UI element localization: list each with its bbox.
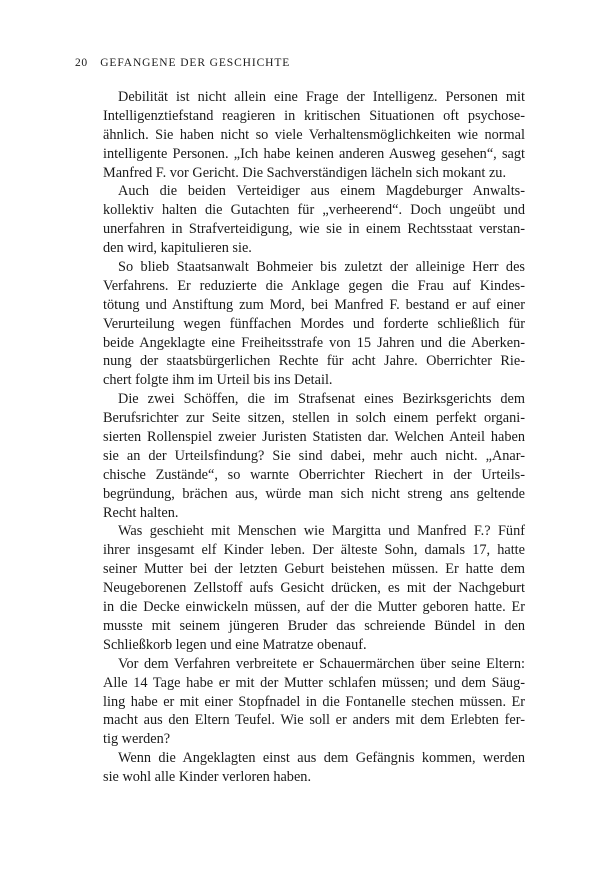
text-line: ähnlich. Sie haben nicht so viele Verhaltensmöglichkeiten wie normal [103,126,525,143]
text-line: tig werden? [103,731,171,748]
text-line: Verfahrens. Er reduzierte die Anklage gegen die Frau auf Kindes- [103,277,525,294]
text-line: kollektiv halten die Gutachten für „verheerend“. Doch ungeübt und [103,202,525,219]
paragraph [103,182,525,258]
text-line: beide Angeklagte eine Freiheitsstrafe von 15 Jahren und die Aberken- [103,334,525,351]
text-line: Wenn die Angeklagten einst aus dem Gefängnis kommen, werden [118,750,525,767]
page-number: 20 [75,57,88,69]
body-text [103,88,525,787]
text-line: intelligente Personen. „Ich habe keinen anderen Ausweg gesehen“, sagt [103,145,525,162]
text-line: tötung und Anstiftung zum Mord, bei Manfred F. bestand er auf einer [103,296,525,313]
paragraph [103,749,525,787]
text-line: sierten Rollenspiel zweier Juristen Statisten dar. Welchen Anteil haben [103,429,525,446]
running-title: GEFANGENE DER GESCHICHTE [100,57,291,69]
text-line: Debilität ist nicht allein eine Frage der Intelligenz. Personen mit [118,89,525,105]
text-line: macht aus den Eltern Teufel. Wie soll er anders mit dem Erlebten fer- [103,712,525,729]
text-line: nung der staatsbürgerlichen Rechte für acht Jahre. Oberrichter Rie- [103,353,525,370]
text-line: sie an der Urteilsfindung? Sie sind dabei, mehr auch nicht. „Anar- [103,447,525,464]
paragraph [103,522,525,654]
paragraph [103,390,525,522]
text-line: Vor dem Verfahren verbreitete er Schauermärchen über seine Eltern: [118,655,525,672]
paragraph [103,88,525,182]
text-line: Recht halten. [103,504,179,521]
running-head [75,57,290,69]
text-line: Intelligenztiefstand reagieren in kritischen Situationen oft psychose- [103,107,525,124]
text-line: seiner Mutter bei der letzten Geburt beistehen müssen. Er hatte dem [103,561,525,578]
text-line: Was geschieht mit Menschen wie Margitta und Manfred F.? Fünf [118,523,525,540]
text-line: unerfahren in Strafverteidigung, wie sie in einem Rechtsstaat verstan- [103,221,525,238]
text-line: chert folgte ihm im Urteil bis ins Detail. [103,372,333,389]
paragraph [103,258,525,390]
text-line: ling habe er mit einer Stopfnadel in die Fontanelle stechen müssen. Er [103,693,525,710]
text-line: sie wohl alle Kinder verloren haben. [103,769,312,786]
text-line: begründung, brächen aus, würde man sich nicht streng ans geltende [103,485,525,502]
text-line: den wird, kapitulieren sie. [103,240,252,257]
paragraph [103,655,525,749]
text-line: Schließkorb legen und eine Matratze obenauf. [103,636,367,653]
text-line: So blieb Staatsanwalt Bohmeier bis zuletzt der alleinige Herr des [118,259,525,276]
text-line: Verurteilung wegen fünffachen Mordes und forderte schließlich für [103,315,525,332]
text-line: Auch die beiden Verteidiger aus einem Magdeburger Anwalts- [118,183,525,200]
text-line: in die Decke einwickeln müssen, auf der die Mutter geboren hatte. Er [103,599,525,616]
text-line: Alle 14 Tage habe er mit der Mutter schlafen müssen; und dem Säug- [103,674,525,691]
text-line: Manfred F. vor Gericht. Die Sachverständigen lächeln sich mokant zu. [103,164,507,181]
text-line: Die zwei Schöffen, die im Strafsenat eines Bezirksgerichts dem [118,391,525,408]
text-line: Berufsrichter zur Seite sitzen, stellen in solch einem perfekt organi- [103,410,525,427]
text-line: ihrer insgesamt elf Kinder leben. Der älteste Sohn, damals 17, hatte [103,542,525,559]
text-line: chische Zustände“, so warnte Oberrichter Riechert in der Urteils- [103,466,525,483]
text-line: musste mit seinem jüngeren Bruder das schreiende Bündel in den [103,617,525,634]
text-line: Neugeborenen Zellstoff aufs Gesicht drücken, es mit der Nachgeburt [103,580,525,597]
